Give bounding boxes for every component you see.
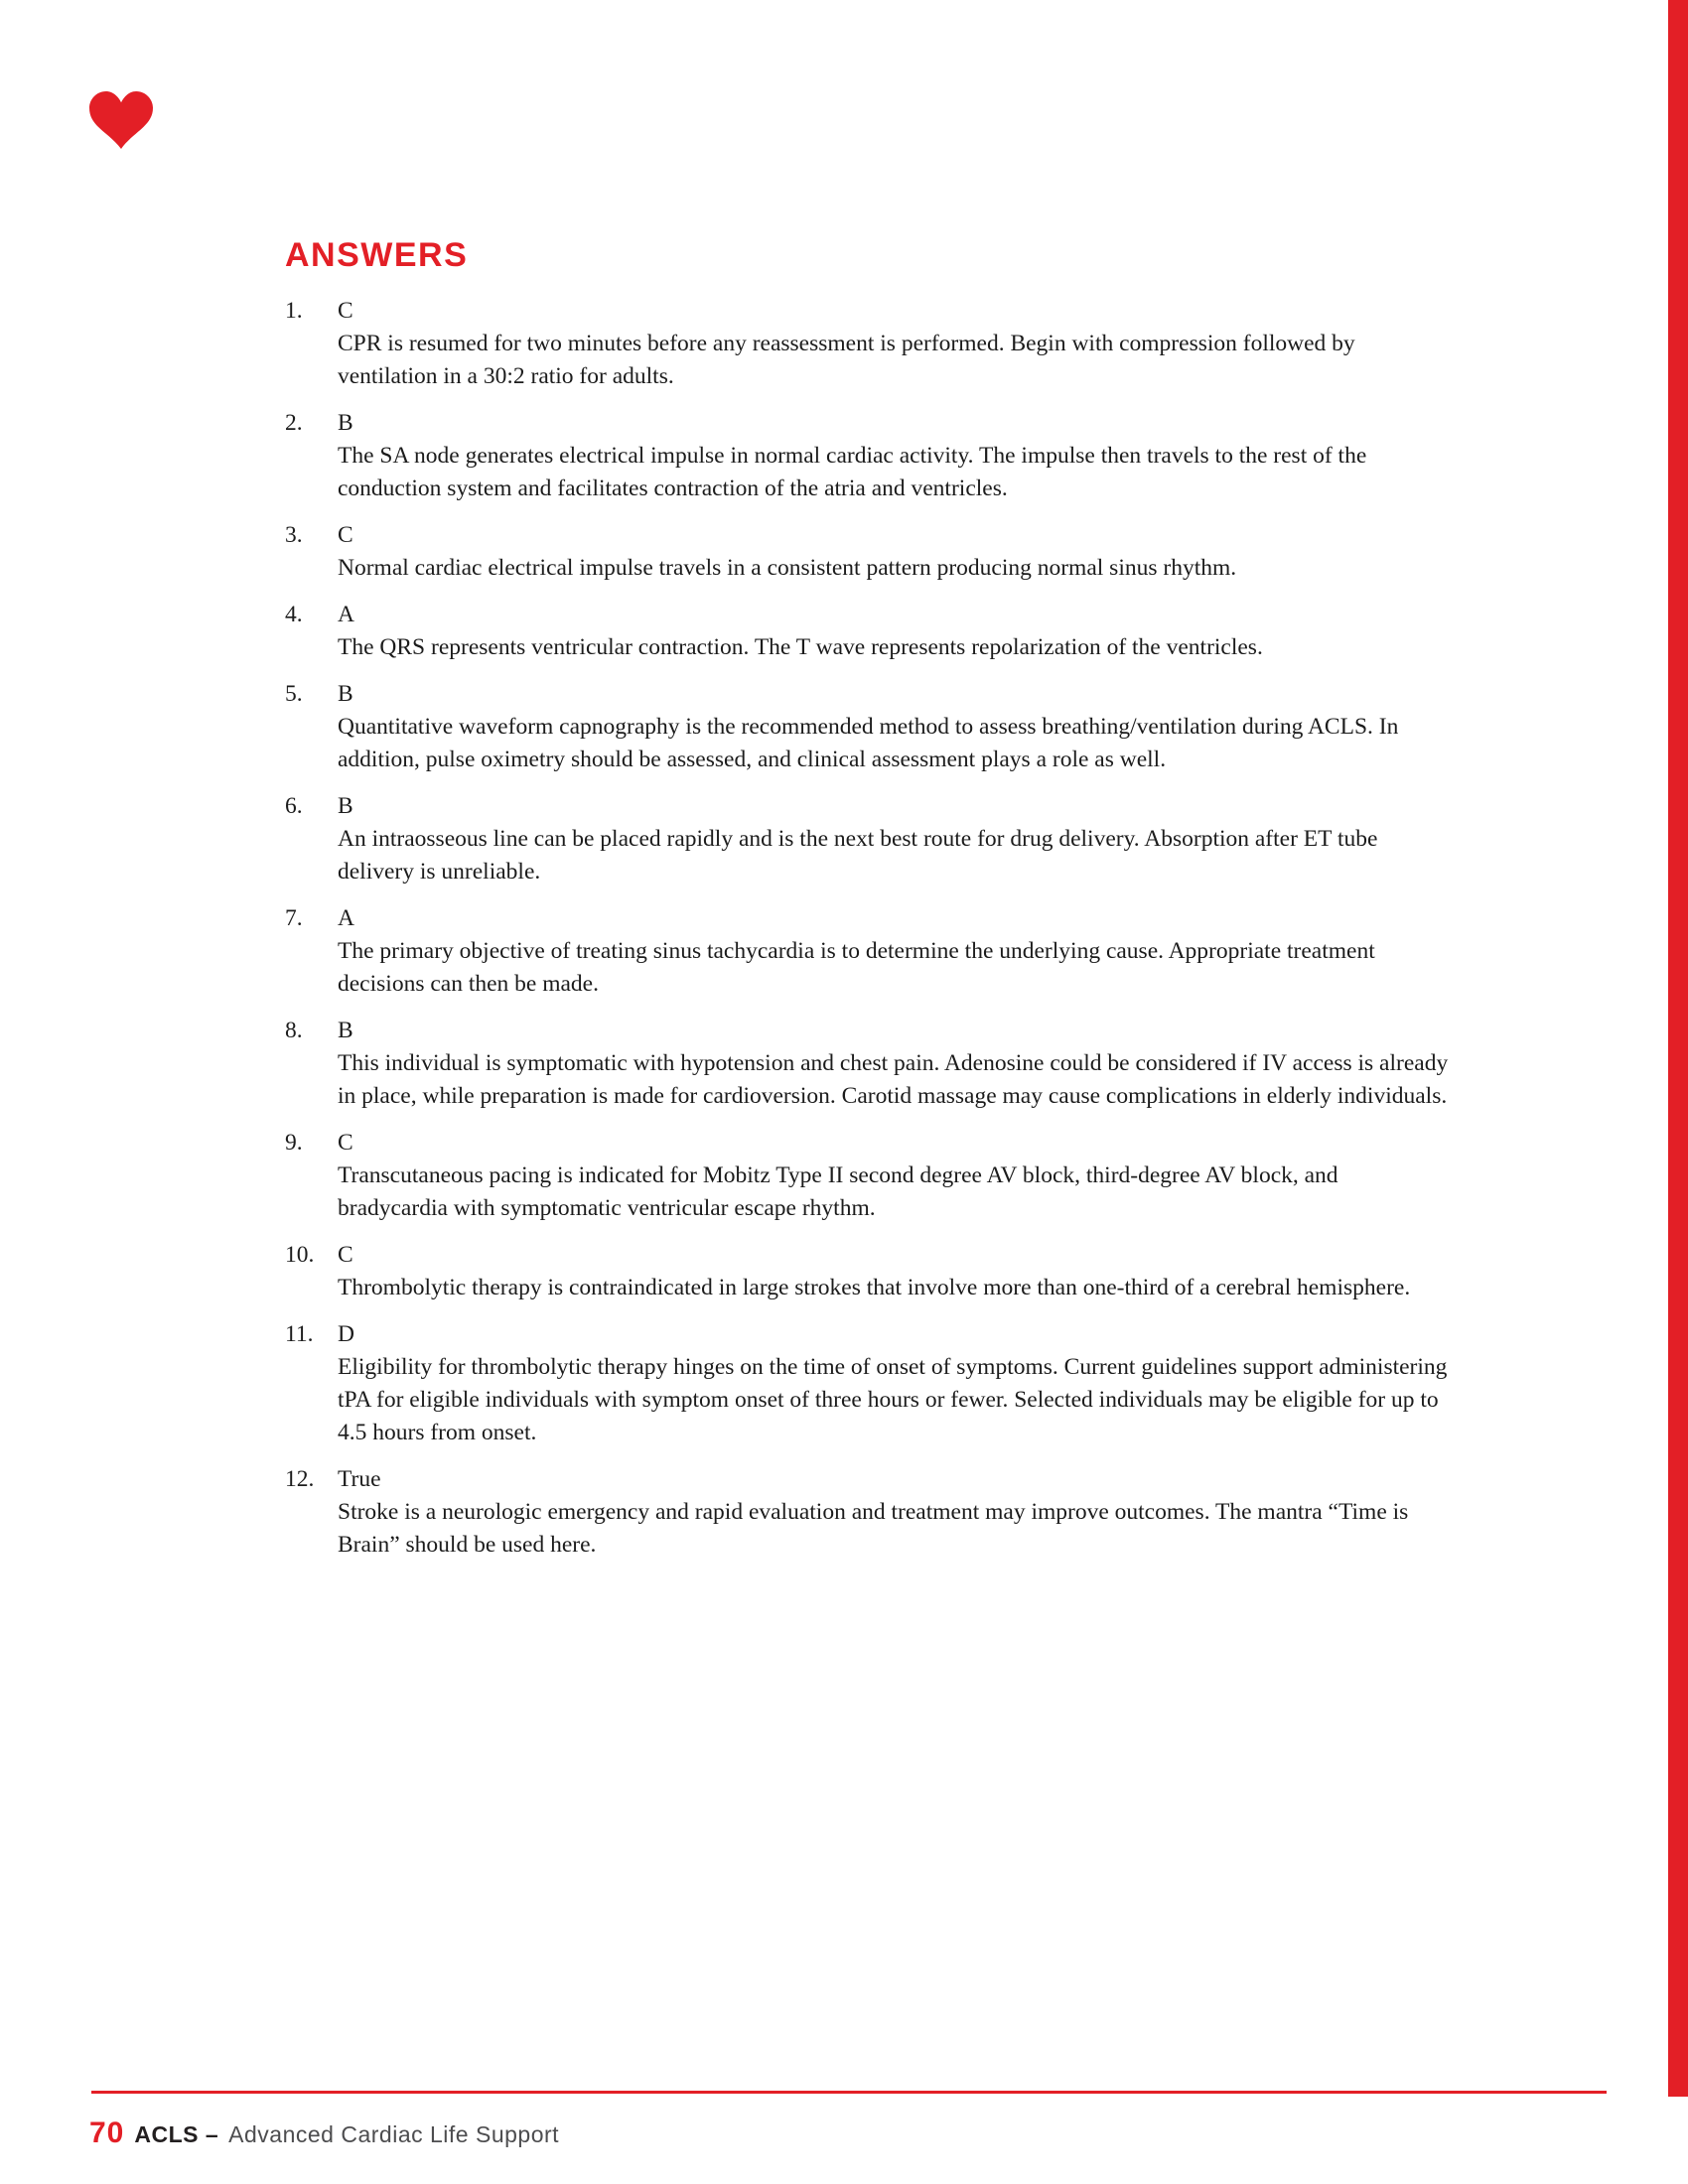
- answer-item: [285, 790, 1499, 888]
- answer-explanation: The SA node generates electrical impulse in normal cardiac activity. The impulse then travels to the rest of the conduction system and facilitates contraction of the atria and ventricles.: [338, 443, 1367, 501]
- answer-letter: A: [338, 905, 354, 931]
- answer-explanation: The QRS represents ventricular contraction. The T wave represents repolarization of the ventricles.: [338, 634, 1263, 660]
- answer-body: [338, 1127, 1450, 1225]
- answers-list: [285, 295, 1499, 1562]
- answer-item: [285, 599, 1499, 664]
- answer-item: [285, 519, 1499, 585]
- answer-body: [338, 790, 1450, 888]
- answer-letter: B: [338, 1018, 353, 1043]
- answer-explanation: Stroke is a neurologic emergency and rapid evaluation and treatment may improve outcomes. The mantra “Time is Brain” should be used here.: [338, 1499, 1409, 1558]
- answer-explanation: An intraosseous line can be placed rapidly and is the next best route for drug delivery. Absorption after ET tube delivery is unreliable.: [338, 826, 1378, 885]
- answer-explanation: This individual is symptomatic with hypotension and chest pain. Adenosine could be considered if IV access is already in place, while preparation is made for cardioversion. Carotid massage may cause complications in elderly individuals.: [338, 1050, 1449, 1109]
- answer-item: [285, 295, 1499, 393]
- answer-body: [338, 678, 1450, 776]
- answer-body: [338, 1239, 1450, 1304]
- book-abbreviation: ACLS –: [134, 2121, 219, 2147]
- answer-number: 9.: [285, 1130, 303, 1156]
- answer-body: [338, 1318, 1450, 1449]
- heart-logo-icon: [89, 91, 153, 149]
- answer-body: [338, 599, 1450, 664]
- answers-section: [285, 236, 1499, 1575]
- answer-body: [338, 519, 1450, 585]
- answer-item: [285, 1015, 1499, 1113]
- answer-letter: B: [338, 410, 353, 436]
- answer-explanation: Quantitative waveform capnography is the recommended method to assess breathing/ventilation during ACLS. In addition, pulse oximetry should be assessed, and clinical assessment plays a role as well.: [338, 714, 1399, 772]
- answer-body: [338, 1463, 1450, 1562]
- answer-number: 2.: [285, 410, 303, 436]
- answer-letter: C: [338, 522, 353, 548]
- answer-explanation: Transcutaneous pacing is indicated for Mobitz Type II second degree AV block, third-degree AV block, and bradycardia with symptomatic ventricular escape rhythm.: [338, 1162, 1338, 1221]
- section-title: ANSWERS: [285, 236, 469, 274]
- answer-explanation: Eligibility for thrombolytic therapy hinges on the time of onset of symptoms. Current guidelines support administering tPA for eligible individuals with symptom onset of three hours or fewer. Selected individuals may be eligible for up to 4.5 hours from onset.: [338, 1354, 1448, 1445]
- answer-body: [338, 295, 1450, 393]
- answer-letter: C: [338, 1242, 353, 1268]
- answer-item: [285, 902, 1499, 1001]
- page-footer: [89, 2116, 559, 2150]
- answer-number: 6.: [285, 793, 303, 819]
- footer-divider: [91, 2091, 1607, 2094]
- answer-letter: B: [338, 793, 353, 819]
- answer-explanation: The primary objective of treating sinus tachycardia is to determine the underlying cause. Appropriate treatment decisions can then be made.: [338, 938, 1375, 997]
- answer-number: 5.: [285, 681, 303, 707]
- answer-letter: D: [338, 1321, 354, 1347]
- answer-number: 3.: [285, 522, 303, 548]
- answer-number: 4.: [285, 602, 303, 627]
- answer-item: [285, 407, 1499, 505]
- answer-letter: B: [338, 681, 353, 707]
- answer-explanation: Normal cardiac electrical impulse travels in a consistent pattern producing normal sinus rhythm.: [338, 555, 1237, 581]
- answer-letter: C: [338, 1130, 353, 1156]
- page-edge-accent-bar: [1668, 0, 1688, 2097]
- answer-number: 12.: [285, 1466, 315, 1492]
- answer-item: [285, 678, 1499, 776]
- answer-item: [285, 1318, 1499, 1449]
- answer-number: 1.: [285, 298, 303, 324]
- book-title: Advanced Cardiac Life Support: [228, 2121, 560, 2147]
- answer-number: 8.: [285, 1018, 303, 1043]
- answer-item: [285, 1463, 1499, 1562]
- answer-letter: True: [338, 1466, 381, 1492]
- answer-explanation: CPR is resumed for two minutes before any reassessment is performed. Begin with compression followed by ventilation in a 30:2 ratio for adults.: [338, 331, 1355, 389]
- answer-letter: C: [338, 298, 353, 324]
- page-number: 70: [89, 2116, 125, 2149]
- answer-number: 10.: [285, 1242, 315, 1268]
- answer-number: 11.: [285, 1321, 314, 1347]
- answer-body: [338, 902, 1450, 1001]
- answer-item: [285, 1239, 1499, 1304]
- answer-explanation: Thrombolytic therapy is contraindicated in large strokes that involve more than one-third of a cerebral hemisphere.: [338, 1275, 1411, 1300]
- answer-number: 7.: [285, 905, 303, 931]
- answer-body: [338, 1015, 1450, 1113]
- answer-letter: A: [338, 602, 354, 627]
- answer-item: [285, 1127, 1499, 1225]
- answer-body: [338, 407, 1450, 505]
